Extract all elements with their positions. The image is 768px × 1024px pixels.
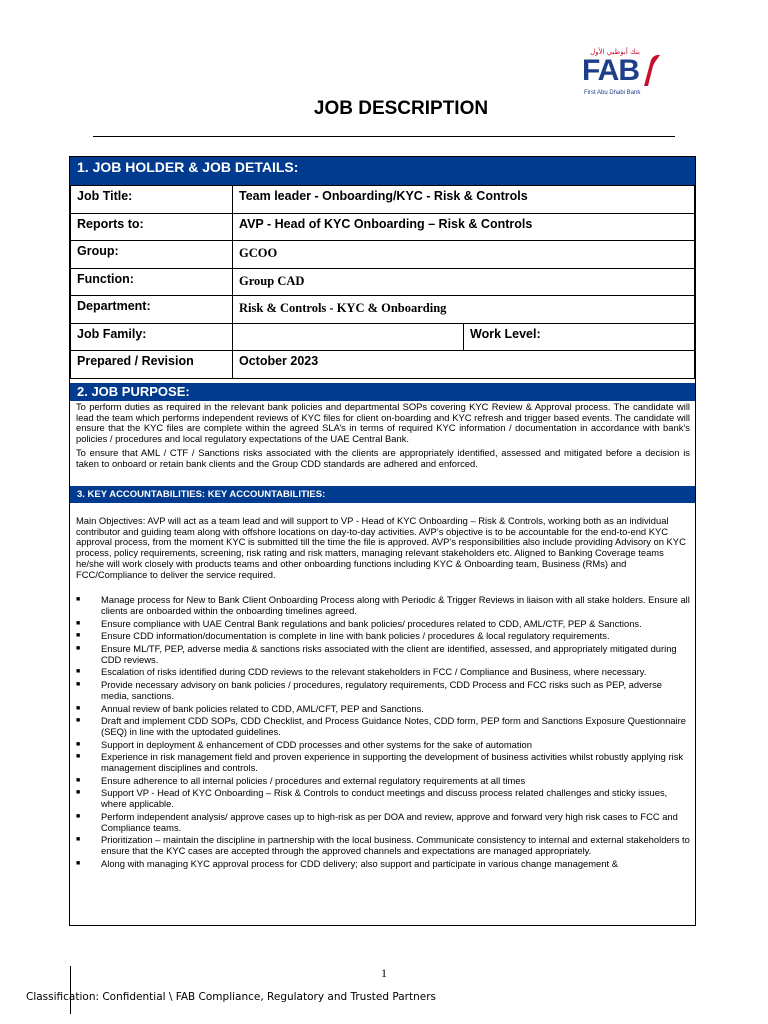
square-bullet-icon: ■ [76,740,81,748]
section-header-job-purpose: 2. JOB PURPOSE: [70,383,695,401]
group-label: Group: [71,241,233,269]
list-item: ■ Prioritization – maintain the discipline in partnership with the local business. Communicate consistency to internal and external stakeholders to ensure that the KYC cases are accepted through the approved channels and expectations are managed appropriately. [76,834,690,856]
table-row [71,186,695,214]
square-bullet-icon: ■ [76,717,81,725]
purpose-paragraph: To perform duties as required in the relevant bank policies and departmental SOPs covering KYC Review & Approval process. The candidate will lead the team which performs independent reviews of KYC files for client on-boarding and KYC refresh and trigger based events. The candidate will ensure that the KYC files are complete within the agreed SLA’s in terms of required KYC information / documentation in accordance with bank’s policies / procedures and local regulatory expectations of the UAE Central Bank. [76,401,690,444]
list-item: ■ Perform independent analysis/ approve cases up to high-risk as per DOA and review, approve and forward very high risk cases to FCC and Compliance teams. [76,810,678,833]
purpose-paragraph: To ensure that AML / CTF / Sanctions risks associated with the clients are appropriately identified, assessed and mitigated before a decision is taken to onboard or retain bank clients and the Group CDD standards are adhered and enforced. [76,447,690,469]
job-family-label: Job Family: [71,323,233,351]
list-item: ■ Provide necessary advisory on bank policies / procedures, regulatory requirements, CDD Process and FCC risks such as PEP, adverse media, sanctions. [76,679,663,701]
prepared-revision-label: Prepared / Revision [71,351,233,379]
square-bullet-icon: ■ [76,753,81,761]
section-header-job-details: 1. JOB HOLDER & JOB DETAILS: [70,157,695,185]
list-item: ■ Draft and implement CDD SOPs, CDD Checklist, and Process Guidance Notes, CDD form, PEP form and Sanctions Exposure Questionnaire (SEQ) in line with the uptodated guidelines. [76,715,686,737]
logo-brand-text: FAB [582,54,639,87]
fab-logo [578,48,668,102]
table-row [71,323,695,351]
reports-to-label: Reports to: [71,213,233,241]
table-row [71,241,695,269]
job-family-value [233,323,464,351]
square-bullet-icon: ■ [76,596,81,604]
group-value: GCOO [233,241,695,269]
department-value: Risk & Controls - KYC & Onboarding [233,296,695,324]
footer-divider [70,966,71,1014]
square-bullet-icon: ■ [76,619,81,627]
square-bullet-icon: ■ [76,645,81,653]
job-title-value: Team leader - Onboarding/KYC - Risk & Controls [233,186,695,214]
table-row [71,296,695,324]
list-item: ■ Ensure adherence to all internal policies / procedures and external regulatory requirements at all times [76,774,526,786]
square-bullet-icon: ■ [76,836,81,844]
department-label: Department: [71,296,233,324]
list-item: ■ Manage process for New to Bank Client Onboarding Process along with Periodic & Trigger Reviews in liaison with all stake holders. Ensure all clients are onboarded within the onboarding timelines agreed. [76,594,690,616]
square-bullet-icon: ■ [76,668,81,676]
square-bullet-icon: ■ [76,789,81,797]
logo-subtitle: First Abu Dhabi Bank [584,90,641,96]
document-title: JOB DESCRIPTION [313,98,489,119]
square-bullet-icon: ■ [76,812,81,820]
main-objectives-text: Main Objectives: AVP will act as a team lead and will support to VP - Head of KYC Onboarding – Risk & Controls, working both as an individual contributor and guiding team along with offshore locations on day-to-day activities. AVP’s objective is to be accountable for the end-to-end KYC approval process, from the moment KYC is submitted till the time the file is approved. AVP’s responsibilities also include providing Advisory on KYC process, policy requirements, screening, risk rating and risk matters, managing relevant stakeholders etc. Aligned to Banking Coverage teams he/she will work closely with products teams and other onboarding functions including KYC & Onboarding team, Business (RMs) and FCC/Compliance to deliver the service required. [76,515,686,580]
function-value: Group CAD [233,268,695,296]
square-bullet-icon: ■ [76,681,81,689]
classification-footer: Classification: Confidential \ FAB Compliance, Regulatory and Trusted Partners [26,991,437,1003]
square-bullet-icon: ■ [76,632,81,640]
list-item: ■ Annual review of bank policies related to CDD, AML/CFT, PEP and Sanctions. [76,702,424,714]
square-bullet-icon: ■ [76,704,81,712]
function-label: Function: [71,268,233,296]
list-item: ■ Ensure ML/TF, PEP, adverse media & sanctions risks associated with the client are identified, assessed, and appropriately mitigated during CDD reviews. [76,643,677,665]
list-item: ■ Along with managing KYC approval process for CDD delivery; also support and participate in various change management & [76,857,618,869]
logo-mark-icon [640,52,662,88]
job-purpose-text [76,402,690,473]
logo-arabic-text: بنك أبوظبي الأول [590,48,640,56]
accountabilities-content [76,516,690,871]
reports-to-value: AVP - Head of KYC Onboarding – Risk & Controls [233,213,695,241]
list-item: ■ Ensure CDD information/documentation is complete in line with bank policies / procedures & local regulatory requirements. [76,630,610,642]
list-item: ■ Escalation of risks identified during CDD reviews to the relevant stakeholders in FCC / Compliance and Business, where necessary. [76,666,647,678]
title-divider [93,136,675,137]
work-level-label: Work Level: [464,323,695,351]
square-bullet-icon: ■ [76,776,81,784]
table-row [71,268,695,296]
accountabilities-list [76,595,690,869]
list-item: ■ Support in deployment & enhancement of CDD processes and other systems for the sake of automation [76,738,532,750]
list-item: ■ Experience in risk management field and proven experience in supporting the development of business activities whilst robustly applying risk management disciplines and controls. [76,751,684,774]
list-item: ■ Ensure compliance with UAE Central Bank regulations and bank policies/ procedures related to CDD, AML/CTF, PEP & Sanctions. [76,617,642,629]
job-title-label: Job Title: [71,186,233,214]
table-row [71,351,695,379]
section-header-accountabilities: 3. KEY ACCOUNTABILITIES: KEY ACCOUNTABILITIES: [70,486,695,503]
job-details-table [70,185,695,379]
square-bullet-icon: ■ [76,859,81,867]
list-item: ■ Support VP - Head of KYC Onboarding – Risk & Controls to conduct meetings and discuss process related challenges and sticky issues, where applicable. [76,787,668,810]
page-number: 1 [381,966,387,980]
prepared-revision-value: October 2023 [233,351,695,379]
table-row [71,213,695,241]
